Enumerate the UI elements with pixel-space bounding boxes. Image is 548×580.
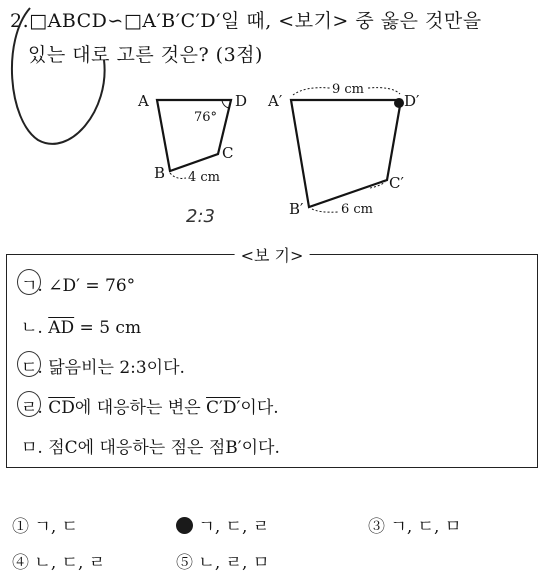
bogi-mid: 에 대응하는 변은 — [74, 398, 207, 418]
choice-number: ④ — [12, 553, 29, 573]
choice-text: ㄱ, ㄷ — [34, 517, 79, 537]
bogi-marker: ㄴ. — [21, 318, 43, 338]
angle-label: 76° — [194, 110, 218, 125]
hand-mark-1 — [17, 269, 41, 295]
bogi-marker: ㅁ. — [21, 438, 43, 458]
choice-number: ③ — [368, 517, 385, 537]
bogi-marker: ㄷ. — [21, 358, 43, 378]
handwritten-ratio: 2:3 — [186, 206, 215, 227]
bogi-text: 닮음비는 2:3이다. — [48, 358, 185, 378]
bogi-item-3 — [21, 353, 185, 378]
choice-number: ① — [12, 517, 29, 537]
hand-mark-3 — [17, 351, 41, 377]
question-stem: □ABCD∽□A′B′C′D′일 때, <보기> 중 옳은 것만을 — [29, 10, 482, 32]
bogi-text: 점C에 대응하는 점은 점B′이다. — [48, 438, 280, 458]
choice-3[interactable] — [368, 512, 461, 537]
label-c: C — [222, 144, 234, 162]
label-d: D — [235, 92, 248, 110]
question-line-2: 있는 대로 고른 것은? (3점) — [28, 44, 263, 66]
ad-brace-2 — [368, 88, 400, 94]
choice-text: ㄴ, ㄹ, ㅁ — [198, 553, 270, 573]
bogi-marker: ㄱ. — [21, 276, 43, 296]
segment-cd: $\overline{CD}$ — [48, 398, 75, 418]
bc-brace-left — [170, 173, 186, 178]
label-a: A — [138, 92, 149, 110]
bogi-item-2 — [21, 313, 141, 338]
quad-abcd-prime — [291, 100, 401, 207]
choice-text: ㄱ, ㄷ, ㅁ — [390, 517, 462, 537]
choice-text: ㄴ, ㄷ, ㄹ — [34, 553, 106, 573]
hand-mark-4 — [17, 391, 41, 417]
choice-text: ㄱ, ㄷ, ㄹ — [198, 517, 270, 537]
bogi-text: 이다. — [240, 398, 279, 418]
pen-dot — [394, 98, 404, 108]
bogi-box — [6, 246, 538, 468]
choice-2-marked-icon — [176, 517, 193, 534]
label-d-prime: D′ — [404, 92, 420, 110]
label-a-prime: A′ — [268, 92, 283, 110]
bogi-title: <보 기> — [235, 243, 310, 266]
choice-1[interactable] — [12, 512, 78, 537]
choice-5[interactable] — [176, 548, 269, 573]
bogi-item-4 — [21, 393, 279, 418]
bogi-item-5 — [21, 433, 280, 458]
segment-cd-prime: C′D′ — [206, 398, 241, 418]
ad-brace — [293, 88, 330, 95]
segment-ad: $\overline{AD}$ — [48, 318, 75, 338]
bc-length-right: 6 cm — [341, 202, 374, 217]
label-b-prime: B′ — [289, 200, 304, 218]
bc-length-left: 4 cm — [188, 170, 221, 185]
angle-arc — [222, 100, 229, 108]
label-c-prime: C′ — [389, 174, 404, 192]
bc-brace-right — [312, 209, 338, 212]
bogi-marker: ㄹ. — [21, 398, 43, 418]
ad-length: 9 cm — [332, 82, 365, 97]
bogi-text: = 5 cm — [74, 318, 142, 338]
question-number: 2. — [10, 10, 30, 32]
choice-4[interactable] — [12, 548, 105, 573]
handwritten-circle — [12, 8, 105, 144]
bogi-text: ∠D′ = 76° — [48, 276, 136, 296]
choice-number: ⑤ — [176, 553, 193, 573]
label-b: B — [154, 164, 166, 182]
choice-2[interactable] — [176, 512, 269, 537]
